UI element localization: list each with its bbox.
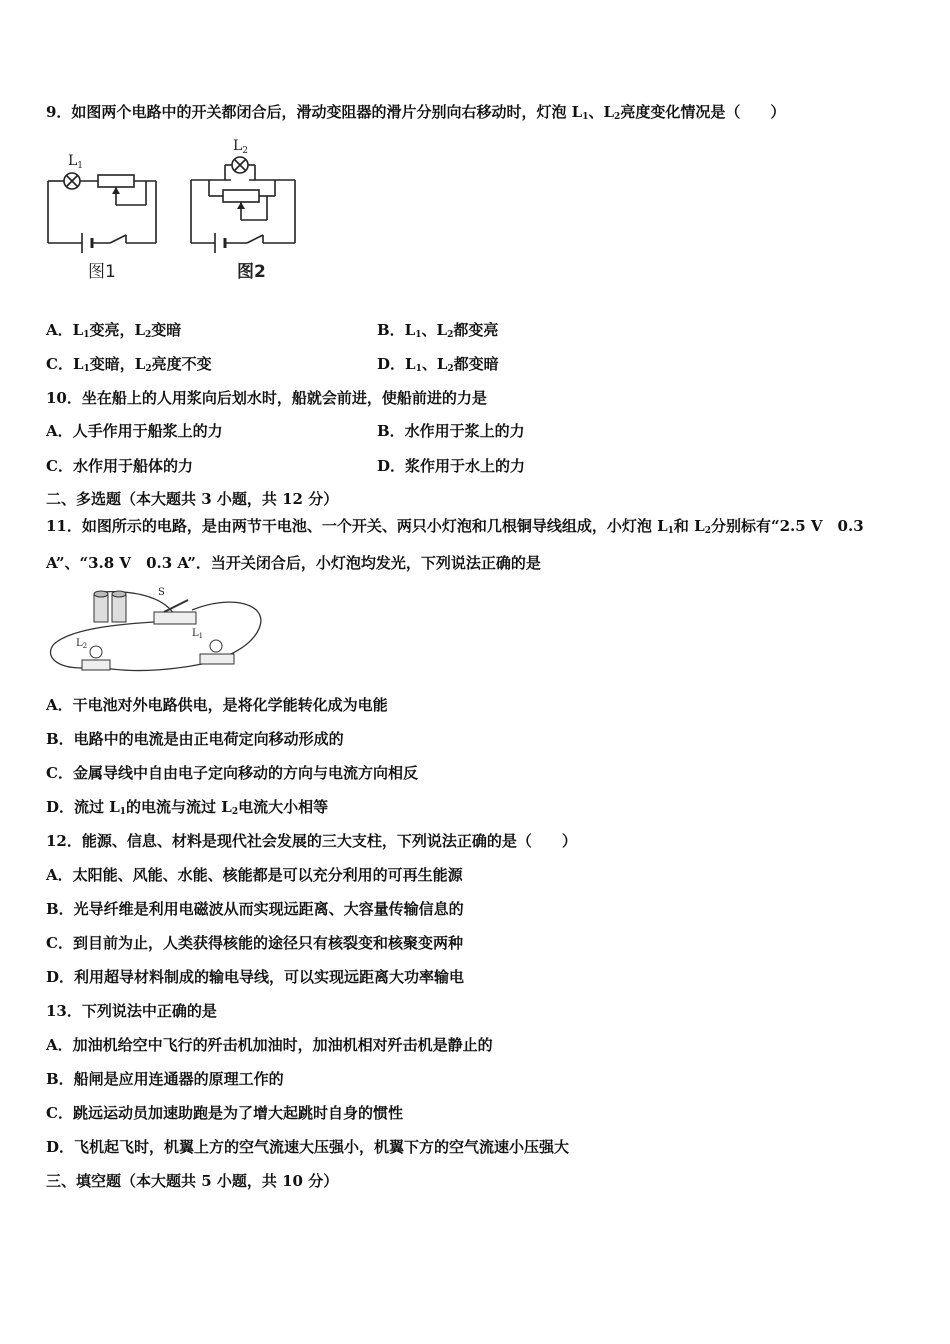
q13-option-c[interactable]: C．跳远运动员加速助跑是为了增大起跳时自身的惯性 (46, 1104, 403, 1122)
q12-stem: 12．能源、信息、材料是现代社会发展的三大支柱，下列说法正确的是（ ） (46, 832, 577, 850)
q13-option-a[interactable]: A．加油机给空中飞行的歼击机加油时，加油机相对歼击机是静止的 (46, 1036, 493, 1054)
q12-option-d[interactable]: D．利用超导材料制成的输电导线，可以实现远距离大功率输电 (46, 968, 465, 986)
q9-option-c[interactable]: C．$L_1$变暗，$L_2$亮度不变 (46, 355, 212, 374)
q11-circuit-photo (42, 584, 267, 679)
q11-option-b[interactable]: B．电路中的电流是由正电荷定向移动形成的 (46, 730, 344, 748)
q10-option-d[interactable]: D．浆作用于水上的力 (377, 457, 526, 475)
lamp-l2-label: $L_2$ (233, 138, 249, 156)
q9-option-d[interactable]: D．$L_1$、$L_2$都变暗 (377, 355, 499, 374)
q9-option-b[interactable]: B．$L_1$、$L_2$都变亮 (377, 321, 499, 340)
q9-stem: 9．如图两个电路中的开关都闭合后，滑动变阻器的滑片分别向右移动时，灯泡 $L_1$、$L_2$亮度变化情况是（ ） (46, 103, 786, 122)
lamp-l1-photo-label: $L_1$ (192, 628, 204, 640)
q12-option-a[interactable]: A．太阳能、风能、水能、核能都是可以充分利用的可再生能源 (46, 866, 463, 884)
q10-option-a[interactable]: A．人手作用于船浆上的力 (46, 422, 223, 440)
q13-option-d[interactable]: D．飞机起飞时，机翼上方的空气流速大压强小，机翼下方的空气流速小压强大 (46, 1138, 570, 1156)
q10-stem: 10．坐在船上的人用浆向后划水时，船就会前进，使船前进的力是 (46, 389, 487, 407)
section-2-heading: 二、多选题（本大题共 3 小题，共 12 分） (46, 490, 339, 508)
q12-option-c[interactable]: C．到目前为止，人类获得核能的途径只有核裂变和核聚变两种 (46, 934, 463, 952)
q10-option-c[interactable]: C．水作用于船体的力 (46, 457, 193, 475)
q11-option-d[interactable]: D．流过 $L_1$的电流与流过 $L_2$电流大小相等 (46, 798, 329, 817)
circuit-figure-2 (185, 138, 310, 285)
q11-option-c[interactable]: C．金属导线中自由电子定向移动的方向与电流方向相反 (46, 764, 418, 782)
section-3-heading: 三、填空题（本大题共 5 小题，共 10 分） (46, 1172, 339, 1190)
q13-stem: 13．下列说法中正确的是 (46, 1002, 217, 1020)
q9-option-a[interactable]: A．$L_1$变亮，$L_2$变暗 (46, 321, 182, 340)
lamp-l1-label: $L_1$ (68, 153, 84, 171)
switch-s-label: S (158, 587, 165, 598)
q11-stem-line1: 11．如图所示的电路，是由两节干电池、一个开关、两只小灯泡和几根铜导线组成，小灯泡 $L_1$和 $L_2$分别标有“2.5 V 0.3 (46, 517, 864, 536)
figure-1-caption: 图1 (88, 262, 116, 282)
q13-option-b[interactable]: B．船闸是应用连通器的原理工作的 (46, 1070, 284, 1088)
q11-option-a[interactable]: A．干电池对外电路供电，是将化学能转化成为电能 (46, 696, 388, 714)
lamp-l2-photo-label: $L_2$ (76, 638, 88, 650)
circuit-figure-1 (40, 145, 165, 285)
q11-stem-line2: A”、“3.8 V 0.3 A”．当开关闭合后，小灯泡均发光，下列说法正确的是 (46, 554, 541, 572)
q10-option-b[interactable]: B．水作用于浆上的力 (377, 422, 525, 440)
figure-2-caption: 图2 (237, 262, 266, 282)
q12-option-b[interactable]: B．光导纤维是利用电磁波从而实现远距离、大容量传输信息的 (46, 900, 464, 918)
